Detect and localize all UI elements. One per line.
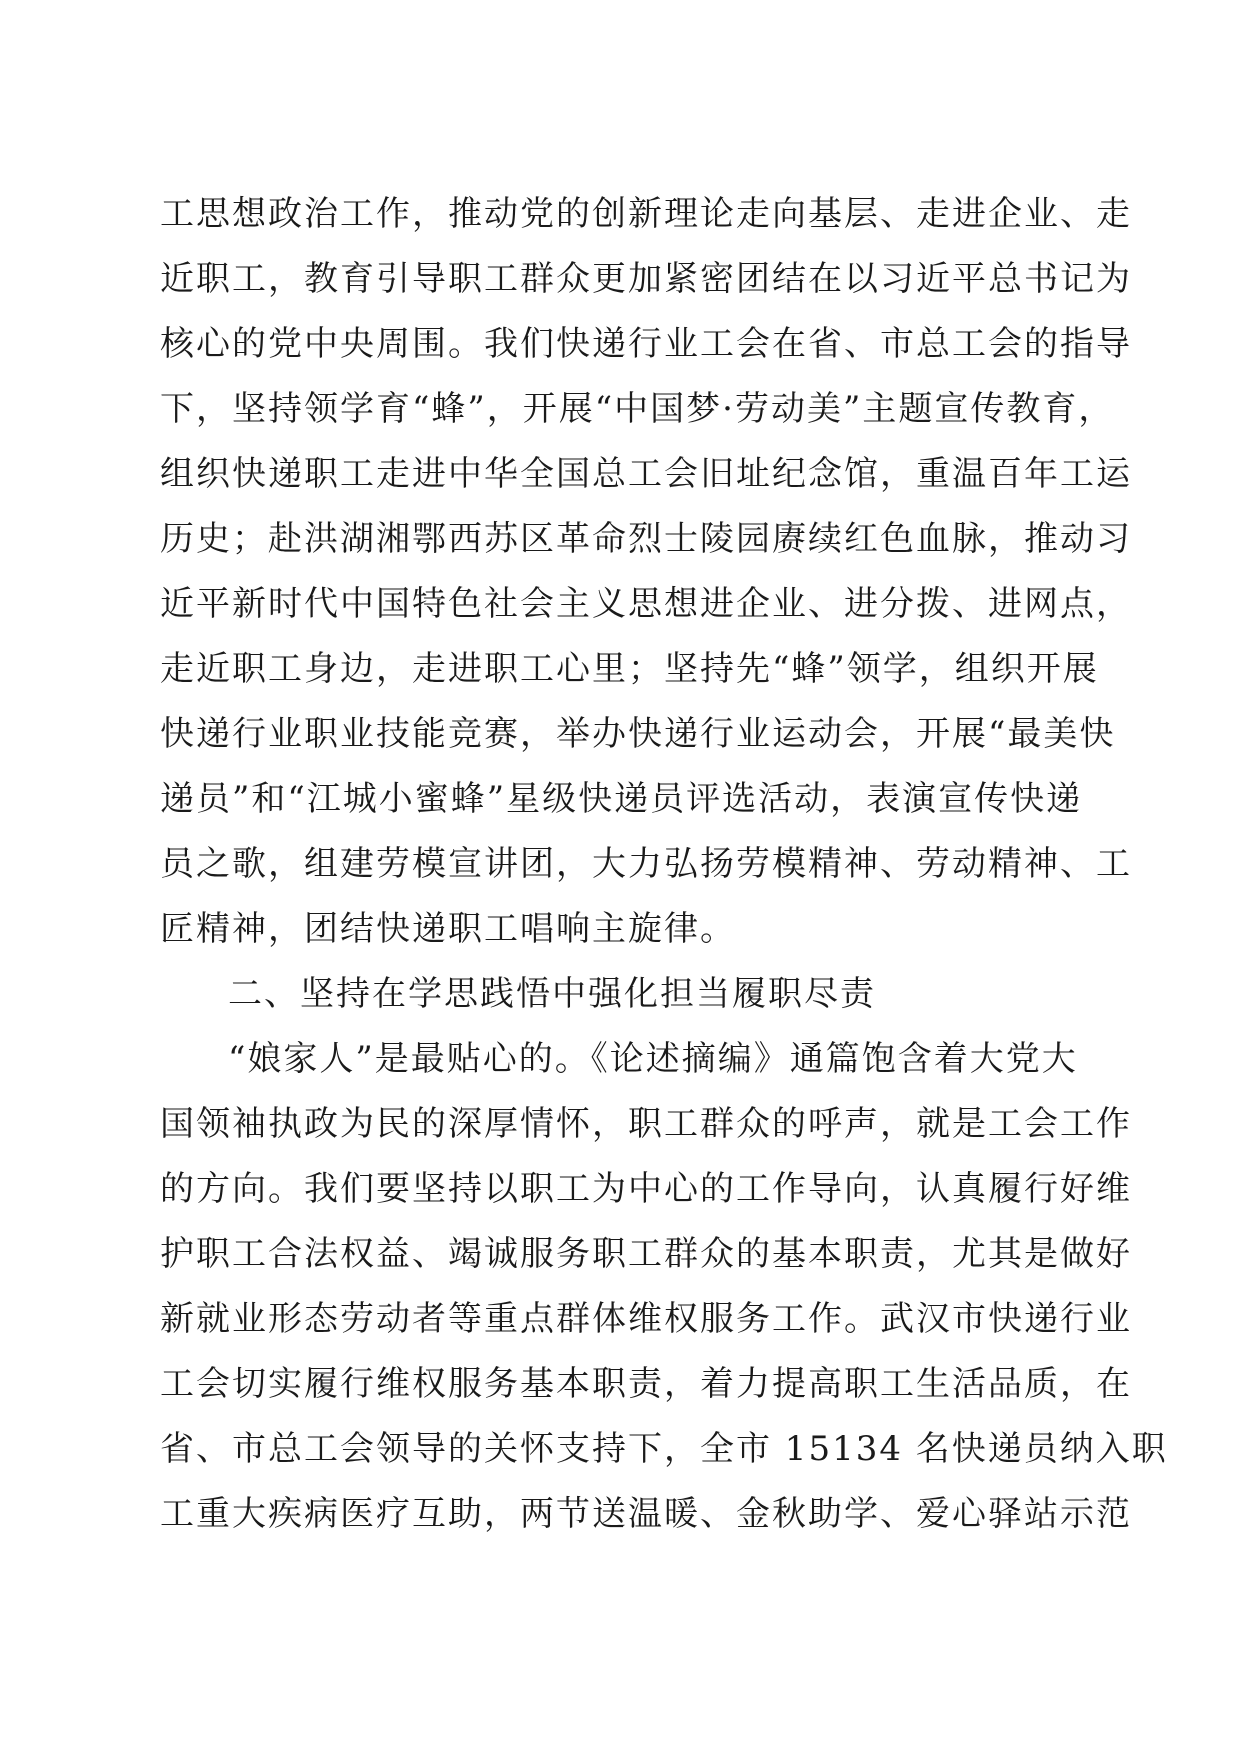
text-line: 的方向。我们要坚持以职工为中心的工作导向，认真履行好维 bbox=[160, 1169, 1132, 1209]
text-line: 工重大疾病医疗互助，两节送温暖、金秋助学、爱心驿站示范 bbox=[160, 1494, 1132, 1534]
text-line: 走近职工身边，走进职工心里；坚持先“蜂”领学，组织开展 bbox=[160, 649, 1099, 689]
text-line: 快递行业职业技能竞赛，举办快递行业运动会，开展“最美快 bbox=[160, 714, 1116, 754]
text-line: 历史；赴洪湖湘鄂西苏区革命烈士陵园赓续红色血脉，推动习 bbox=[160, 519, 1132, 559]
text-line: 匠精神，团结快递职工唱响主旋律。 bbox=[160, 909, 736, 949]
text-line: 省、市总工会领导的关怀支持下，全市 15134 名快递员纳入职 bbox=[160, 1429, 1168, 1469]
text-line: 员之歌，组建劳模宣讲团，大力弘扬劳模精神、劳动精神、工 bbox=[160, 844, 1132, 884]
text-line: 工会切实履行维权服务基本职责，着力提高职工生活品质，在 bbox=[160, 1364, 1132, 1404]
text-line: 工思想政治工作，推动党的创新理论走向基层、走进企业、走 bbox=[160, 194, 1132, 234]
document-body bbox=[160, 182, 1168, 1547]
text-line: “娘家人”是最贴心的。《论述摘编》通篇饱含着大党大 bbox=[228, 1039, 1078, 1079]
text-line: 组织快递职工走进中华全国总工会旧址纪念馆，重温百年工运 bbox=[160, 454, 1132, 494]
text-line: 国领袖执政为民的深厚情怀，职工群众的呼声，就是工会工作 bbox=[160, 1104, 1132, 1144]
text-line: 下，坚持领学育“蜂”，开展“中国梦·劳动美”主题宣传教育， bbox=[160, 389, 1115, 429]
text-line: 新就业形态劳动者等重点群体维权服务工作。武汉市快递行业 bbox=[160, 1299, 1132, 1339]
text-line: 近职工，教育引导职工群众更加紧密团结在以习近平总书记为 bbox=[160, 259, 1132, 299]
text-line: 二、坚持在学思践悟中强化担当履职尽责 bbox=[228, 974, 876, 1014]
text-line: 核心的党中央周围。我们快递行业工会在省、市总工会的指导 bbox=[160, 324, 1132, 364]
text-line: 递员”和“江城小蜜蜂”星级快递员评选活动，表演宣传快递 bbox=[160, 779, 1083, 819]
text-line: 近平新时代中国特色社会主义思想进企业、进分拨、进网点， bbox=[160, 584, 1132, 624]
text-line: 护职工合法权益、竭诚服务职工群众的基本职责，尤其是做好 bbox=[160, 1234, 1132, 1274]
